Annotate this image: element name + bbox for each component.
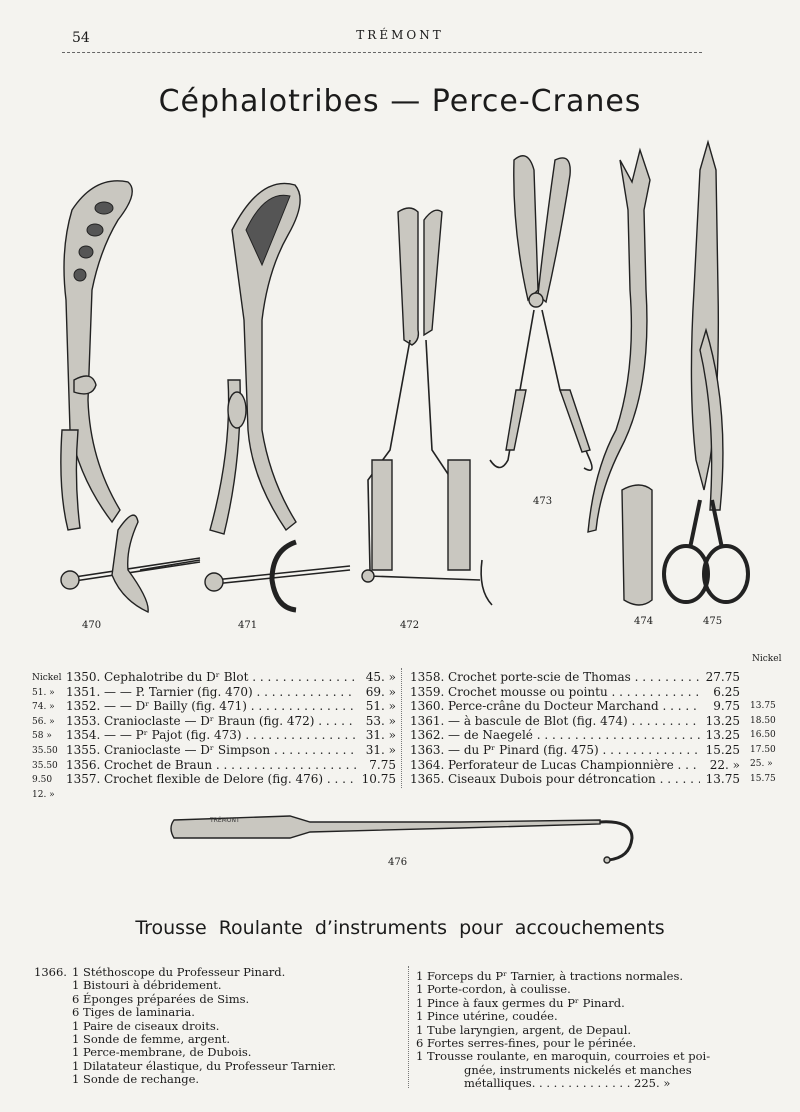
nickel-price: 18.50	[750, 715, 776, 726]
item-number: 1356.	[66, 757, 101, 772]
figure-label-474: 474	[634, 616, 654, 627]
item-description: Perforateur de Lucas Championnière . . .	[448, 758, 700, 773]
item-number: 1360.	[410, 699, 445, 714]
list-item: 1 Stéthoscope du Professeur Pinard.	[72, 965, 286, 979]
item-description: Crochet flexible de Delore (fig. 476) . . .	[104, 772, 356, 787]
item-description: Cephalotribe du Dʳ Blot . . .	[104, 670, 356, 685]
table-row	[66, 743, 396, 758]
figure-label-475: 475	[703, 616, 723, 627]
page-title: Céphalotribes — Perce-Cranes	[158, 84, 642, 119]
item-number: 1350.	[66, 670, 101, 684]
item-description: — — P. Tarnier (fig. 470) . . .	[104, 685, 356, 700]
item-description: Cranioclaste — Dʳ Braun (fig. 472) . . .	[104, 714, 356, 729]
figure-470-drawing	[61, 181, 200, 612]
item-price: 31. »	[365, 742, 396, 757]
list-item: 1 Pince à faux germes du Pʳ Pinard.	[416, 995, 625, 1010]
page-number: 54	[72, 30, 90, 46]
figure-label-472: 472	[400, 620, 420, 631]
table-row	[410, 670, 740, 685]
figure-label-471: 471	[238, 620, 258, 631]
nickel-price: 9.50	[32, 775, 53, 786]
running-header: TRÉMONT	[356, 28, 444, 42]
list-item: 1 Pince utérine, coudée.	[416, 1009, 558, 1024]
instrument-illustrations	[0, 130, 800, 630]
item-description: — — Pʳ Pajot (fig. 473) . . .	[104, 728, 356, 743]
item-number: 1361.	[410, 713, 445, 728]
item-number: 1363.	[410, 742, 445, 757]
figure-label-476: 476	[388, 857, 408, 868]
item-description: Crochet porte-scie de Thomas . . .	[448, 670, 700, 685]
item-number: 1359.	[410, 684, 445, 699]
list-item: 1 Trousse roulante, en maroquin, courroies et poi-	[416, 1049, 711, 1064]
nickel-price: 13.75	[750, 701, 776, 711]
figure-471-drawing	[205, 183, 350, 610]
kit-section-title: Trousse Roulante d’instruments pour accouchements	[135, 917, 665, 939]
item-number: 1355.	[66, 742, 101, 757]
table-row	[410, 758, 740, 773]
nickel-price: 12. »	[32, 789, 55, 800]
table-row	[66, 728, 396, 743]
table-row	[66, 685, 396, 700]
item-description: — du Pʳ Pinard (fig. 475) . . .	[448, 743, 700, 758]
figure-474-drawing	[588, 150, 652, 605]
item-price: 6.25	[713, 684, 740, 699]
table-row	[410, 714, 740, 729]
list-item: 1 Sonde de rechange.	[72, 1072, 200, 1087]
item-number: 1352.	[66, 699, 101, 714]
list-item: gnée, instruments nickelés et manches	[464, 1062, 692, 1077]
item-price: 7.75	[369, 757, 396, 772]
kit-number: 1366.	[34, 965, 67, 979]
list-item: 1 Sonde de femme, argent.	[72, 1032, 231, 1047]
list-item: 1 Perce-membrane, de Dubois.	[72, 1045, 252, 1060]
list-item: 6 Fortes serres-fines, pour le périnée.	[416, 1036, 637, 1051]
item-price: 13.75	[705, 772, 740, 787]
kit-list-right	[416, 970, 776, 1091]
item-description: Perce-crâne du Docteur Marchand . . .	[448, 699, 700, 714]
nickel-price: 17.50	[750, 744, 776, 755]
figure-473-drawing	[490, 156, 592, 470]
item-price: 31. »	[365, 728, 396, 743]
kit-column-divider	[408, 966, 409, 1088]
table-row	[66, 714, 396, 729]
nickel-price: 35.50	[32, 760, 58, 771]
item-description: Ciseaux Dubois pour détroncation . . .	[448, 772, 700, 787]
item-price: 15.25	[705, 742, 740, 757]
table-row	[410, 772, 740, 787]
nickel-price: 74. »	[32, 702, 55, 713]
item-price: 53. »	[365, 713, 396, 728]
engraved-brand: TRÉMONT	[210, 817, 240, 824]
nickel-header: Nickel	[32, 673, 62, 683]
figure-label-470: 470	[82, 620, 102, 631]
table-row	[66, 758, 396, 773]
item-price: 10.75	[361, 772, 396, 787]
nickel-header-right: Nickel	[752, 654, 782, 664]
list-item: 1 Bistouri à débridement.	[72, 978, 222, 993]
list-item: 1 Forceps du Pʳ Tarnier, à tractions normales.	[416, 969, 684, 983]
list-item: 1 Porte-cordon, à coulisse.	[416, 982, 571, 997]
item-description: — à bascule de Blot (fig. 474) . . .	[448, 714, 700, 729]
list-item: 6 Tiges de laminaria.	[72, 1005, 195, 1020]
item-price: 27.75	[705, 670, 740, 684]
item-price: 51. »	[365, 699, 396, 714]
item-price: 13.25	[705, 713, 740, 728]
table-row	[66, 772, 396, 787]
table-row	[66, 670, 396, 685]
item-number: 1357.	[66, 772, 101, 787]
item-number: 1364.	[410, 757, 445, 772]
table-row	[410, 699, 740, 714]
item-description: Crochet de Braun . . .	[104, 758, 356, 773]
price-table-right	[410, 670, 740, 787]
item-price: 13.25	[705, 728, 740, 743]
table-row	[410, 743, 740, 758]
nickel-price: 25. »	[750, 759, 773, 770]
list-item: 1 Paire de ciseaux droits.	[72, 1018, 220, 1033]
item-price: 45. »	[365, 670, 396, 684]
nickel-price: 56. »	[32, 716, 55, 727]
item-number: 1354.	[66, 728, 101, 743]
list-item: 1 Dilatateur élastique, du Professeur Tarnier.	[72, 1058, 337, 1073]
list-item: métalliques. . . . . . . . . . . . . . 225. »	[464, 1076, 671, 1091]
figure-label-473: 473	[533, 496, 553, 507]
price-table-left	[66, 670, 396, 787]
figure-475-drawing	[664, 142, 748, 602]
nickel-price: 35.50	[32, 745, 58, 756]
item-price: 69. »	[365, 684, 396, 699]
list-item: 1 Tube laryngien, argent, de Depaul.	[416, 1022, 632, 1037]
table-row	[66, 699, 396, 714]
item-number: 1351.	[66, 684, 101, 699]
item-number: 1362.	[410, 728, 445, 743]
table-row	[410, 728, 740, 743]
column-divider	[401, 668, 402, 788]
item-description: Crochet mousse ou pointu . . .	[448, 685, 700, 700]
nickel-price: 51. »	[32, 687, 55, 698]
item-number: 1365.	[410, 772, 445, 787]
item-description: Cranioclaste — Dʳ Simpson . . .	[104, 743, 356, 758]
kit-list-left	[72, 966, 402, 1087]
item-number: 1353.	[66, 713, 101, 728]
nickel-price: 58 »	[32, 731, 52, 742]
list-item: 6 Éponges préparées de Sims.	[72, 991, 250, 1006]
nickel-column-right	[750, 699, 790, 787]
item-number: 1358.	[410, 670, 445, 684]
header-rule	[62, 52, 702, 53]
table-row	[410, 685, 740, 700]
item-description: — — Dʳ Bailly (fig. 471) . . .	[104, 699, 356, 714]
nickel-price: 16.50	[750, 730, 776, 741]
nickel-price: 15.75	[750, 773, 776, 784]
item-description: — de Naegelé . . .	[448, 728, 700, 743]
item-price: 22. »	[709, 757, 740, 772]
item-price: 9.75	[713, 699, 740, 714]
figure-472-drawing	[362, 208, 492, 605]
